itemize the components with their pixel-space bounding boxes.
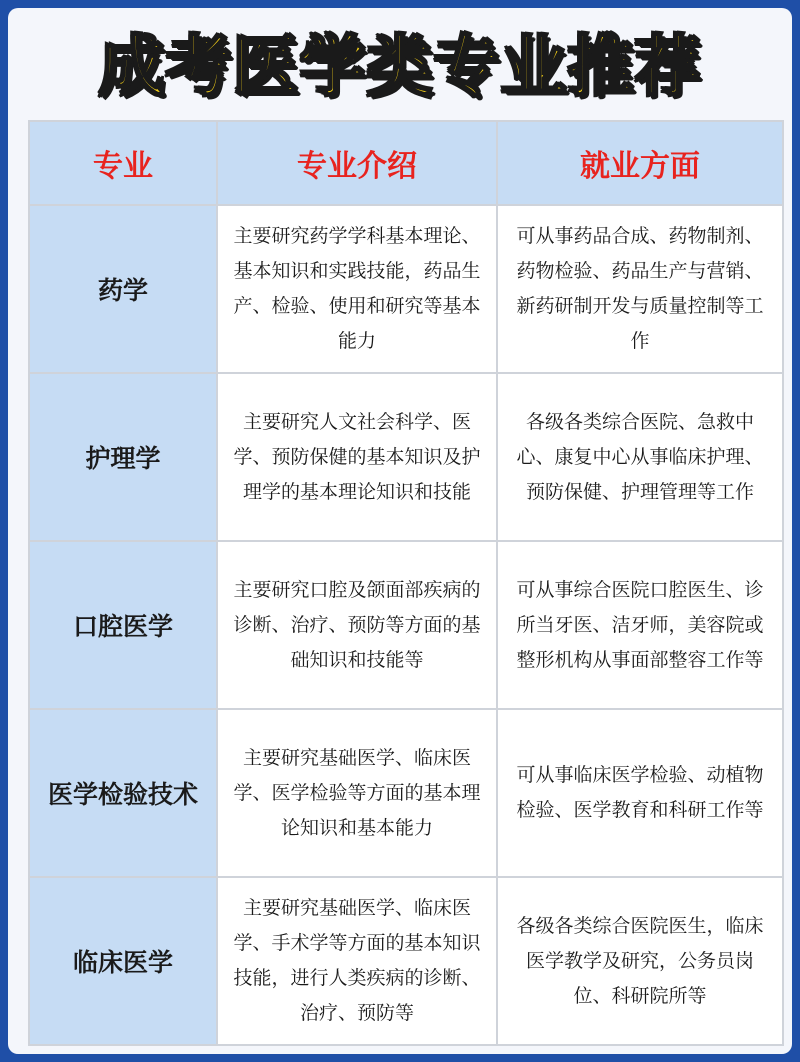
major-career: 可从事临床医学检验、动植物检验、医学教育和科研工作等: [497, 709, 783, 877]
major-name: 临床医学: [29, 877, 217, 1045]
majors-table: [28, 120, 784, 1046]
major-career: 可从事综合医院口腔医生、诊所当牙医、洁牙师，美容院或整形机构从事面部整容工作等: [497, 541, 783, 709]
poster-frame: [8, 8, 792, 1054]
major-name: 护理学: [29, 373, 217, 541]
header-major: 专业: [29, 121, 217, 205]
header-career: 就业方面: [497, 121, 783, 205]
table-row: [29, 877, 783, 1045]
major-intro: 主要研究口腔及颌面部疾病的诊断、治疗、预防等方面的基础知识和技能等: [217, 541, 497, 709]
header-intro: 专业介绍: [217, 121, 497, 205]
table-header-row: [29, 121, 783, 205]
major-intro: 主要研究基础医学、临床医学、手术学等方面的基本知识技能，进行人类疾病的诊断、治疗、预防等: [217, 877, 497, 1045]
table-row: [29, 373, 783, 541]
major-name: 口腔医学: [29, 541, 217, 709]
major-intro: 主要研究基础医学、临床医学、医学检验等方面的基本理论知识和基本能力: [217, 709, 497, 877]
major-intro: 主要研究药学学科基本理论、基本知识和实践技能，药品生产、检验、使用和研究等基本能力: [217, 205, 497, 373]
major-career: 各级各类综合医院医生，临床医学教学及研究，公务员岗位、科研院所等: [497, 877, 783, 1045]
page-title: 成考医学类专业推荐: [98, 27, 702, 105]
table-row: [29, 541, 783, 709]
table-row: [29, 709, 783, 877]
title-banner: [8, 8, 792, 112]
major-name: 医学检验技术: [29, 709, 217, 877]
major-name: 药学: [29, 205, 217, 373]
major-career: 各级各类综合医院、急救中心、康复中心从事临床护理、预防保健、护理管理等工作: [497, 373, 783, 541]
major-intro: 主要研究人文社会科学、医学、预防保健的基本知识及护理学的基本理论知识和技能: [217, 373, 497, 541]
table-row: [29, 205, 783, 373]
major-career: 可从事药品合成、药物制剂、药物检验、药品生产与营销、新药研制开发与质量控制等工作: [497, 205, 783, 373]
